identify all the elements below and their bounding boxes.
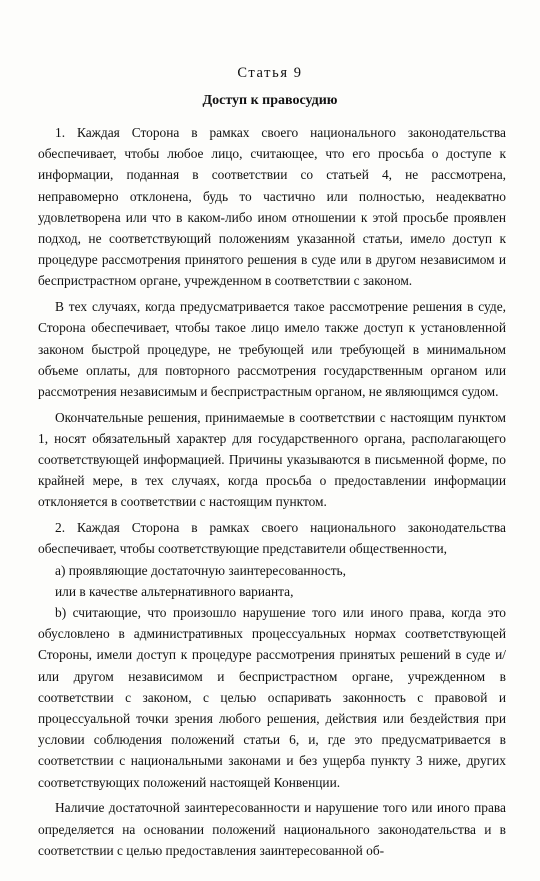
list-item-a: а) проявляющие достаточную заинтересованность, [55, 562, 347, 578]
list-alternative: или в качестве альтернативного варианта, [55, 583, 294, 599]
paragraph-3: Окончательные решения, принимаемые в соответствии с настоящим пунктом 1, носят обязательный характер для государственного органа, располагающего соответствующей информацией. Причины указываются в письменной форме, по крайней мере, в тех случаях, когда просьба о предоставлении информации отклоняется в соответствии с настоящим пунктом. [38, 409, 506, 510]
article-number: Статья 9 [237, 65, 303, 81]
paragraph-last: Наличие достаточной заинтересованности и нарушение того или иного права определяется на основании положений национального законодательства и в соответствии с целью предоставления заинтересованной об- [38, 800, 506, 858]
article-body [38, 122, 506, 861]
article-title: Доступ к правосудию [202, 93, 338, 108]
paragraph-2: В тех случаях, когда предусматривается такое рассмотрение решения в суде, Сторона обеспечивает, чтобы такое лицо имело также доступ к установленной законом быстрой процедуре, не требующей или требующей в минимальном объеме оплаты, для повторного рассмотрения государственным органом или рассмотрения независимым и беспристрастным органом, не являющимся судом. [38, 299, 506, 399]
paragraph-4: 2. Каждая Сторона в рамках своего национального законодательства обеспечивает, чтобы соответствующие представители общественности, [38, 520, 506, 557]
list-item-b: b) считающие, что произошло нарушение того или иного права, когда это обусловлено в административных процессуальных нормах соответствующей Стороны, имели доступ к процедуре рассмотрения принятых решений в суде и/или другом независимом и беспристрастном органе, учрежденном в соответствии с законом, с целью оспаривать законность с правовой и процессуальной точки зрения любого решения, действия или бездействия при условии соблюдения положений статьи 6, и, где это предусматривается в соответствии с национальными законами и без ущерба пункту 3 ниже, других соответствующих положений настоящей Конвенции. [38, 604, 506, 790]
paragraph-1: 1. Каждая Сторона в рамках своего национального законодательства обеспечивает, чтобы любое лицо, считающее, что его просьба о доступе к информации, поданная в соответствии со статьей 4, не рассмотрена, неправомерно отклонена, будь то частично или полностью, неадекватно удовлетворена или что в каком-либо ином отношении к этой просьбе проявлен подход, не соответствующий положениям указанной статьи, имело доступ к процедуре рассмотрения принятого решения в суде или в другом независимом и беспристрастном органе, учрежденном в соответствии с законом. [38, 125, 506, 289]
